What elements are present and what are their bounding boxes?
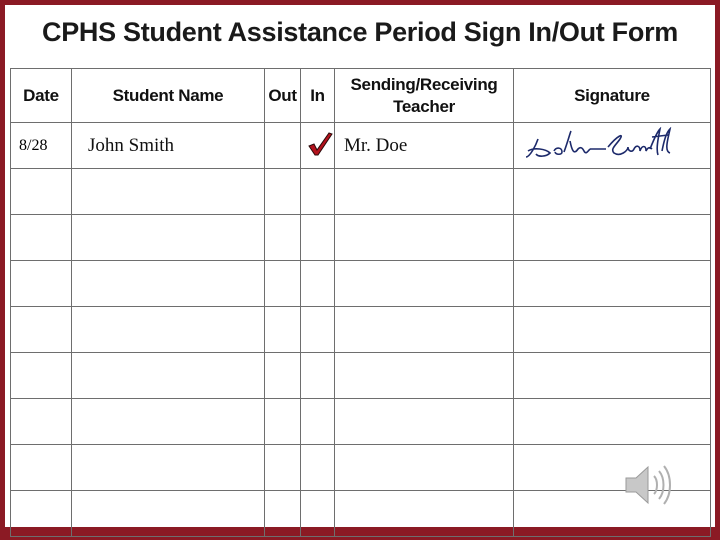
sign-in-out-table: [10, 68, 711, 537]
table-row: [11, 123, 711, 169]
signature-cell[interactable]: [514, 169, 711, 215]
teacher-cell[interactable]: [335, 307, 514, 353]
signature-cell[interactable]: [514, 261, 711, 307]
in-cell[interactable]: [301, 445, 335, 491]
signature-cell[interactable]: [514, 353, 711, 399]
signature-cell[interactable]: [514, 215, 711, 261]
in-cell[interactable]: [301, 169, 335, 215]
out-cell[interactable]: [265, 307, 301, 353]
date-cell[interactable]: [11, 399, 72, 445]
column-header-out: Out: [265, 69, 301, 123]
date-cell[interactable]: 8/28: [11, 123, 72, 169]
teacher-cell[interactable]: [335, 215, 514, 261]
table-row: [11, 353, 711, 399]
student-name-cell[interactable]: [72, 491, 265, 537]
out-cell[interactable]: [265, 491, 301, 537]
signature-cell[interactable]: [514, 399, 711, 445]
handwritten-signature: [524, 127, 674, 167]
teacher-header-line2: Teacher: [393, 96, 455, 116]
teacher-cell[interactable]: [335, 399, 514, 445]
teacher-header-line1: Sending/Receiving: [350, 74, 498, 94]
table-header-row: [11, 69, 711, 123]
student-name-cell[interactable]: [72, 399, 265, 445]
date-cell[interactable]: [11, 491, 72, 537]
out-cell[interactable]: [265, 123, 301, 169]
date-cell[interactable]: [11, 445, 72, 491]
in-cell[interactable]: [301, 491, 335, 537]
student-name-cell[interactable]: [72, 445, 265, 491]
slide-frame-right: [715, 0, 720, 540]
student-name-cell[interactable]: [72, 261, 265, 307]
out-cell[interactable]: [265, 353, 301, 399]
teacher-cell[interactable]: [335, 261, 514, 307]
out-cell[interactable]: [265, 399, 301, 445]
teacher-cell[interactable]: Mr. Doe: [335, 123, 514, 169]
column-header-in: In: [301, 69, 335, 123]
out-cell[interactable]: [265, 445, 301, 491]
table-row: [11, 307, 711, 353]
date-cell[interactable]: [11, 261, 72, 307]
column-header-teacher: [335, 69, 514, 123]
table-row: [11, 261, 711, 307]
date-cell[interactable]: [11, 169, 72, 215]
signature-cell[interactable]: [514, 445, 711, 491]
date-cell[interactable]: [11, 307, 72, 353]
table-row: [11, 445, 711, 491]
student-name-cell[interactable]: [72, 307, 265, 353]
out-cell[interactable]: [265, 261, 301, 307]
date-cell[interactable]: [11, 353, 72, 399]
signature-cell[interactable]: [514, 123, 711, 169]
slide-frame-top: [0, 0, 720, 5]
signature-cell[interactable]: [514, 307, 711, 353]
signature-cell[interactable]: [514, 491, 711, 537]
teacher-cell[interactable]: [335, 169, 514, 215]
in-cell[interactable]: [301, 307, 335, 353]
column-header-signature: Signature: [514, 69, 711, 123]
column-header-student-name: Student Name: [72, 69, 265, 123]
in-cell[interactable]: [301, 215, 335, 261]
date-cell[interactable]: [11, 215, 72, 261]
student-name-cell[interactable]: [72, 215, 265, 261]
table-row: [11, 491, 711, 537]
checkmark-icon: [307, 131, 333, 157]
table-row: [11, 399, 711, 445]
student-name-cell[interactable]: [72, 353, 265, 399]
out-cell[interactable]: [265, 169, 301, 215]
in-cell[interactable]: [301, 261, 335, 307]
form-title: CPHS Student Assistance Period Sign In/Out Form: [42, 17, 678, 47]
teacher-cell[interactable]: [335, 445, 514, 491]
table-row: [11, 215, 711, 261]
student-name-cell[interactable]: John Smith: [72, 123, 265, 169]
out-cell[interactable]: [265, 215, 301, 261]
teacher-cell[interactable]: [335, 491, 514, 537]
in-cell[interactable]: [301, 123, 335, 169]
in-cell[interactable]: [301, 399, 335, 445]
teacher-cell[interactable]: [335, 353, 514, 399]
speaker-icon[interactable]: [622, 460, 674, 510]
slide-frame-left: [0, 0, 5, 540]
column-header-date: Date: [11, 69, 72, 123]
student-name-cell[interactable]: [72, 169, 265, 215]
table-row: [11, 169, 711, 215]
in-cell[interactable]: [301, 353, 335, 399]
